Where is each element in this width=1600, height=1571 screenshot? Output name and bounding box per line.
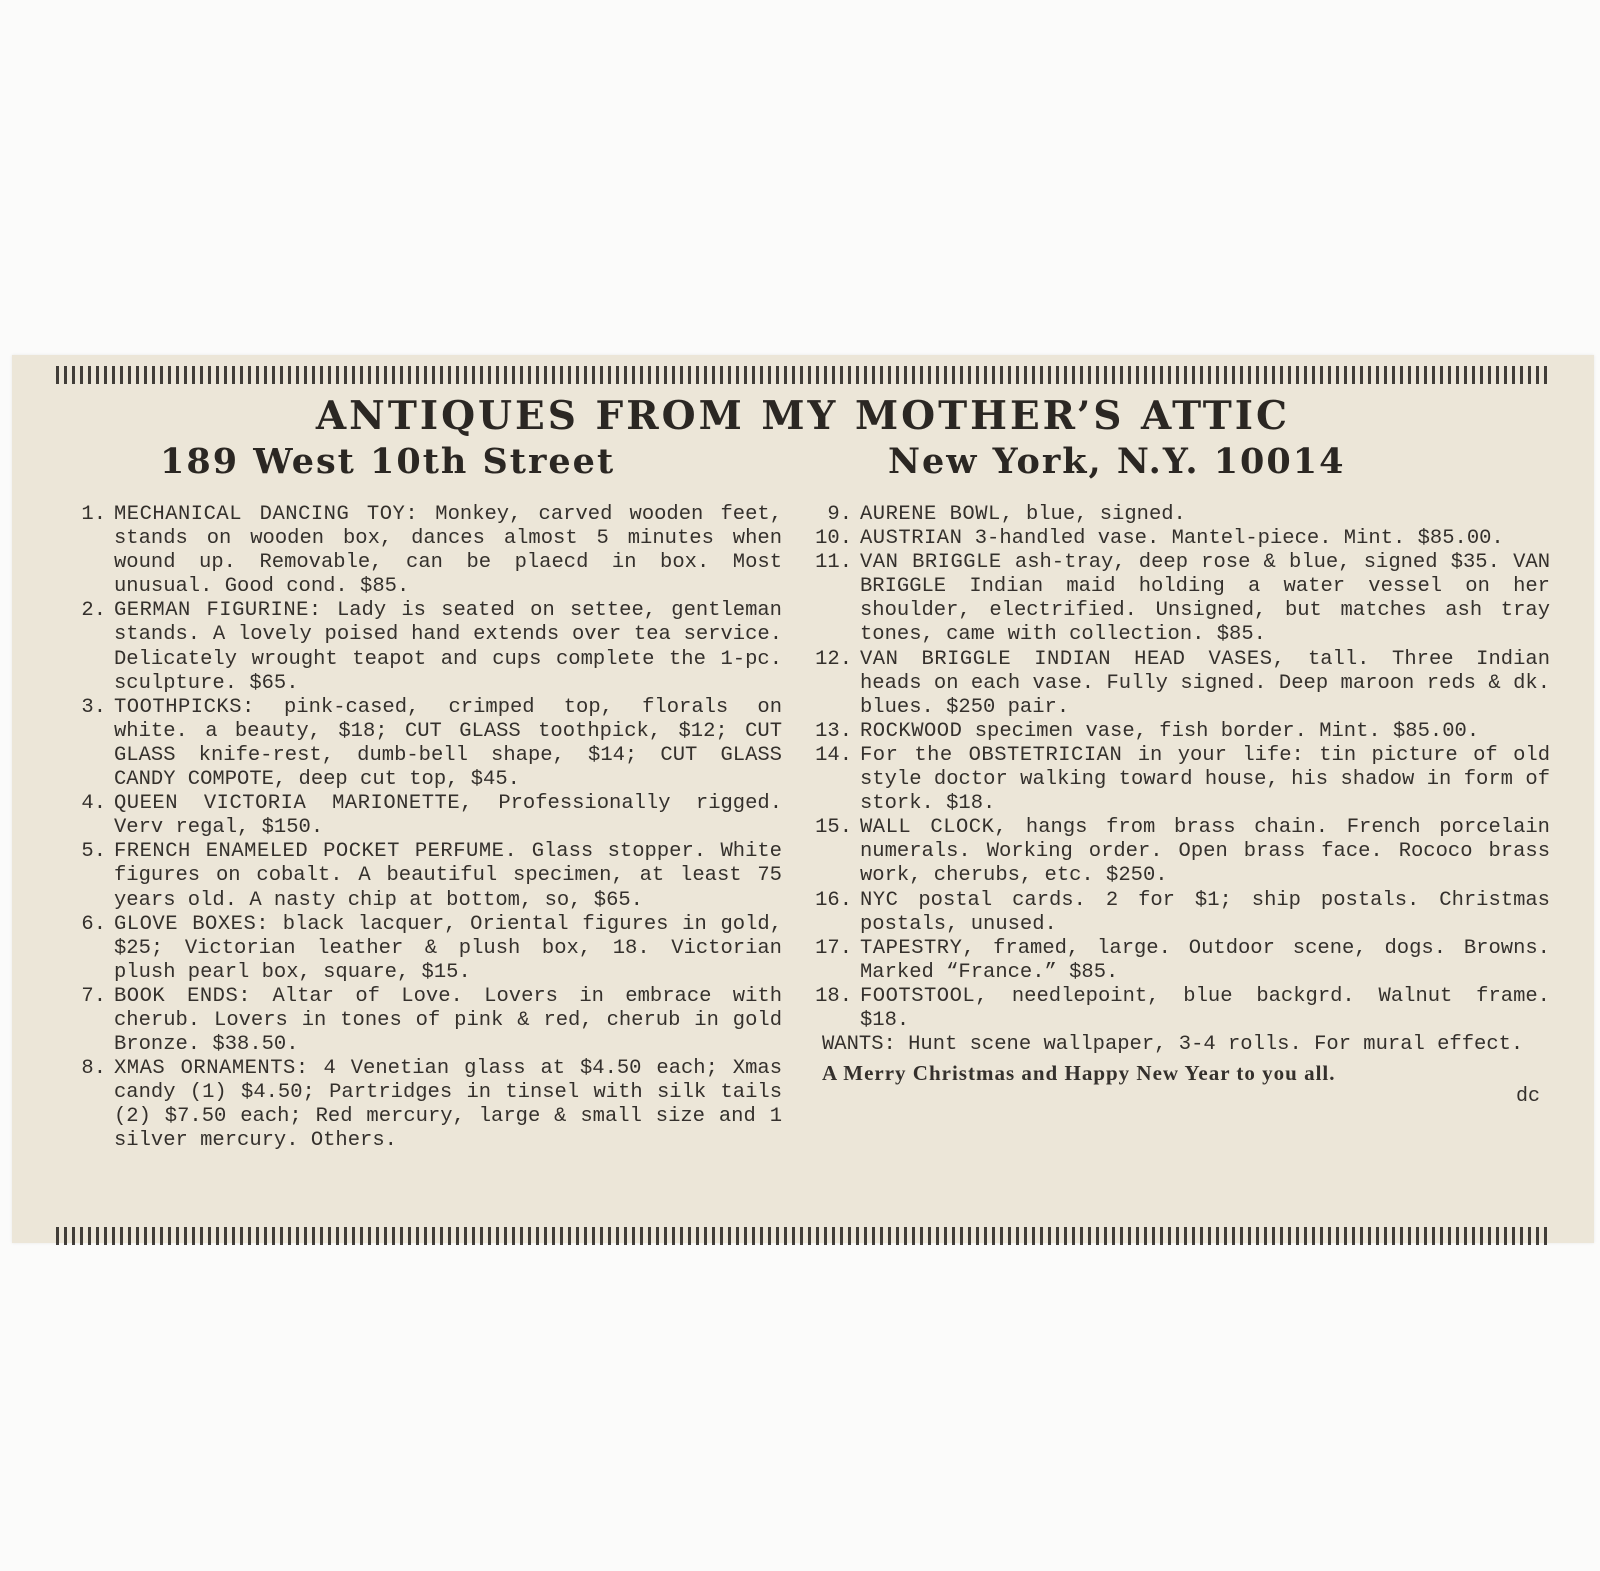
item-heading: FOOTSTOOL,	[860, 984, 989, 1008]
wants-heading: WANTS:	[822, 1033, 896, 1057]
item-number: 10.	[815, 527, 852, 551]
item-number: 5.	[81, 840, 106, 864]
list-item	[808, 816, 1550, 888]
list-item	[62, 792, 782, 840]
list-item	[808, 889, 1550, 937]
wants-description: Hunt scene wallpaper, 3-4 rolls. For mural effect.	[908, 1033, 1524, 1057]
item-heading: MECHANICAL DANCING TOY:	[114, 503, 419, 526]
item-description: Monkey, carved wooden feet, stands on wooden box, dances almost 5 minutes when wound up. Removable, can be plaecd in box. Most unusual. Good cond. $85.	[114, 503, 782, 599]
list-item	[808, 985, 1550, 1033]
item-description: ash-tray, deep rose & blue, signed $35. VAN BRIGGLE Indian maid holding a water vessel on her shoulder, electrified. Unsigned, but matches ash tray tones, came with collection. $85.	[860, 551, 1550, 647]
item-number: 13.	[815, 719, 852, 743]
list-item	[808, 720, 1550, 744]
top-ornamental-border	[56, 366, 1550, 384]
list-item	[808, 527, 1550, 551]
item-description: postal cards. 2 for $1; ship postals. Christmas postals, unused.	[860, 888, 1550, 936]
signature-initials: dc	[1515, 1085, 1540, 1109]
item-heading: GLOVE BOXES:	[114, 912, 270, 936]
item-number: 1.	[81, 503, 106, 526]
item-description: framed, large. Outdoor scene, dogs. Browns. Marked “France.” $85.	[860, 936, 1550, 984]
item-heading: NYC	[860, 888, 899, 912]
city-address: New York, N.Y. 10014	[888, 441, 1346, 482]
item-heading: VAN BRIGGLE INDIAN HEAD VASES,	[860, 647, 1286, 671]
item-number: 2.	[81, 599, 106, 623]
right-column-listings	[808, 503, 1550, 1109]
item-number: 18.	[815, 984, 852, 1008]
list-item	[808, 551, 1550, 647]
item-number: 15.	[815, 816, 852, 840]
item-description: Lady is seated on settee, gentleman stands. A lovely poised hand extends over tea service. Delicately wrought teapot and cups complete the 1-pc. sculpture. $65.	[114, 599, 782, 695]
item-heading: FRENCH ENAMELED POCKET PERFUME.	[114, 840, 518, 864]
item-description: blue, signed.	[1025, 503, 1186, 526]
item-heading: For the OBSTETRICIAN	[860, 743, 1123, 767]
item-number: 9.	[827, 503, 852, 526]
item-description: tall. Three Indian heads on each vase. Fully signed. Deep maroon reds & dk. blues. $250 pair.	[860, 647, 1550, 719]
item-heading: AUSTRIAN	[860, 527, 963, 551]
item-number: 8.	[81, 1057, 106, 1081]
wants-notice	[808, 1033, 1550, 1057]
item-number: 3.	[81, 695, 106, 719]
item-description: black lacquer, Oriental figures in gold, $25; Victorian leather & plush box, 18. Victorian plush pearl box, square, $15.	[114, 912, 782, 984]
item-description: pink-cased, crimped top, florals on white. a beauty, $18; CUT GLASS toothpick, $12; CUT GLASS knife-rest, dumb-bell shape, $14; CUT GLASS CANDY COMPOTE, deep cut top, $45.	[114, 695, 782, 792]
item-description: specimen vase, fish border. Mint. $85.00.	[974, 719, 1480, 743]
item-description: hangs from brass chain. French porcelain numerals. Working order. Open brass face. Rococo brass work, cherubs, etc. $250.	[860, 816, 1550, 888]
item-heading: TOOTHPICKS:	[114, 695, 255, 719]
list-item	[808, 648, 1550, 720]
item-heading: GERMAN FIGURINE:	[114, 599, 322, 623]
ad-title: ANTIQUES FROM MY MOTHER’S ATTIC	[315, 393, 1291, 439]
item-number: 12.	[815, 647, 852, 671]
item-number: 4.	[81, 792, 106, 816]
item-heading: AURENE BOWL,	[860, 503, 1014, 526]
item-number: 6.	[81, 912, 106, 936]
list-item	[808, 937, 1550, 985]
item-description: 4 Venetian glass at $4.50 each; Xmas candy (1) $4.50; Partridges in tinsel with silk tails (2) $7.50 each; Red mercury, large & small size and 1 silver mercury. Others.	[114, 1057, 783, 1153]
list-item	[808, 503, 1550, 527]
item-description: in your life: tin picture of old style doctor walking toward house, his shadow in form of stork. $18.	[860, 743, 1550, 816]
item-heading: TAPESTRY,	[860, 936, 976, 960]
item-number: 17.	[815, 936, 852, 960]
newspaper-clipping	[12, 355, 1594, 1243]
item-number: 7.	[81, 984, 106, 1008]
list-item	[62, 1057, 782, 1153]
item-description: needlepoint, blue backgrd. Walnut frame. $18.	[860, 984, 1550, 1032]
list-item	[62, 840, 782, 912]
item-description: Glass stopper. White figures on cobalt. A beautiful specimen, at least 75 years old. A nasty chip at bottom, so, $65.	[114, 840, 782, 912]
item-heading: BOOK ENDS:	[114, 984, 252, 1008]
list-item	[808, 744, 1550, 816]
list-item	[62, 503, 782, 599]
item-heading: XMAS ORNAMENTS:	[114, 1057, 309, 1081]
street-address: 189 West 10th Street	[160, 441, 616, 482]
item-description: 3-handled vase. Mantel-piece. Mint. $85.00.	[974, 527, 1504, 551]
list-item	[62, 985, 782, 1057]
bottom-ornamental-border	[56, 1227, 1550, 1245]
item-number: 14.	[815, 743, 852, 767]
item-description: Professionally rigged. Verv regal, $150.	[114, 792, 782, 840]
holiday-greeting: A Merry Christmas and Happy New Year to you all.	[822, 1061, 1336, 1086]
item-heading: QUEEN VICTORIA MARIONETTE,	[114, 792, 473, 816]
item-heading: ROCKWOOD	[860, 719, 963, 743]
list-item	[62, 599, 782, 695]
item-number: 11.	[815, 551, 852, 575]
list-item	[62, 913, 782, 985]
item-description: Altar of Love. Lovers in embrace with cherub. Lovers in tones of pink & red, cherub in gold Bronze. $38.50.	[114, 984, 782, 1057]
item-heading: VAN BRIGGLE	[860, 551, 1002, 575]
item-number: 16.	[815, 888, 852, 912]
list-item	[62, 696, 782, 792]
item-heading: WALL CLOCK,	[860, 816, 1008, 840]
left-column-listings	[62, 503, 782, 1154]
